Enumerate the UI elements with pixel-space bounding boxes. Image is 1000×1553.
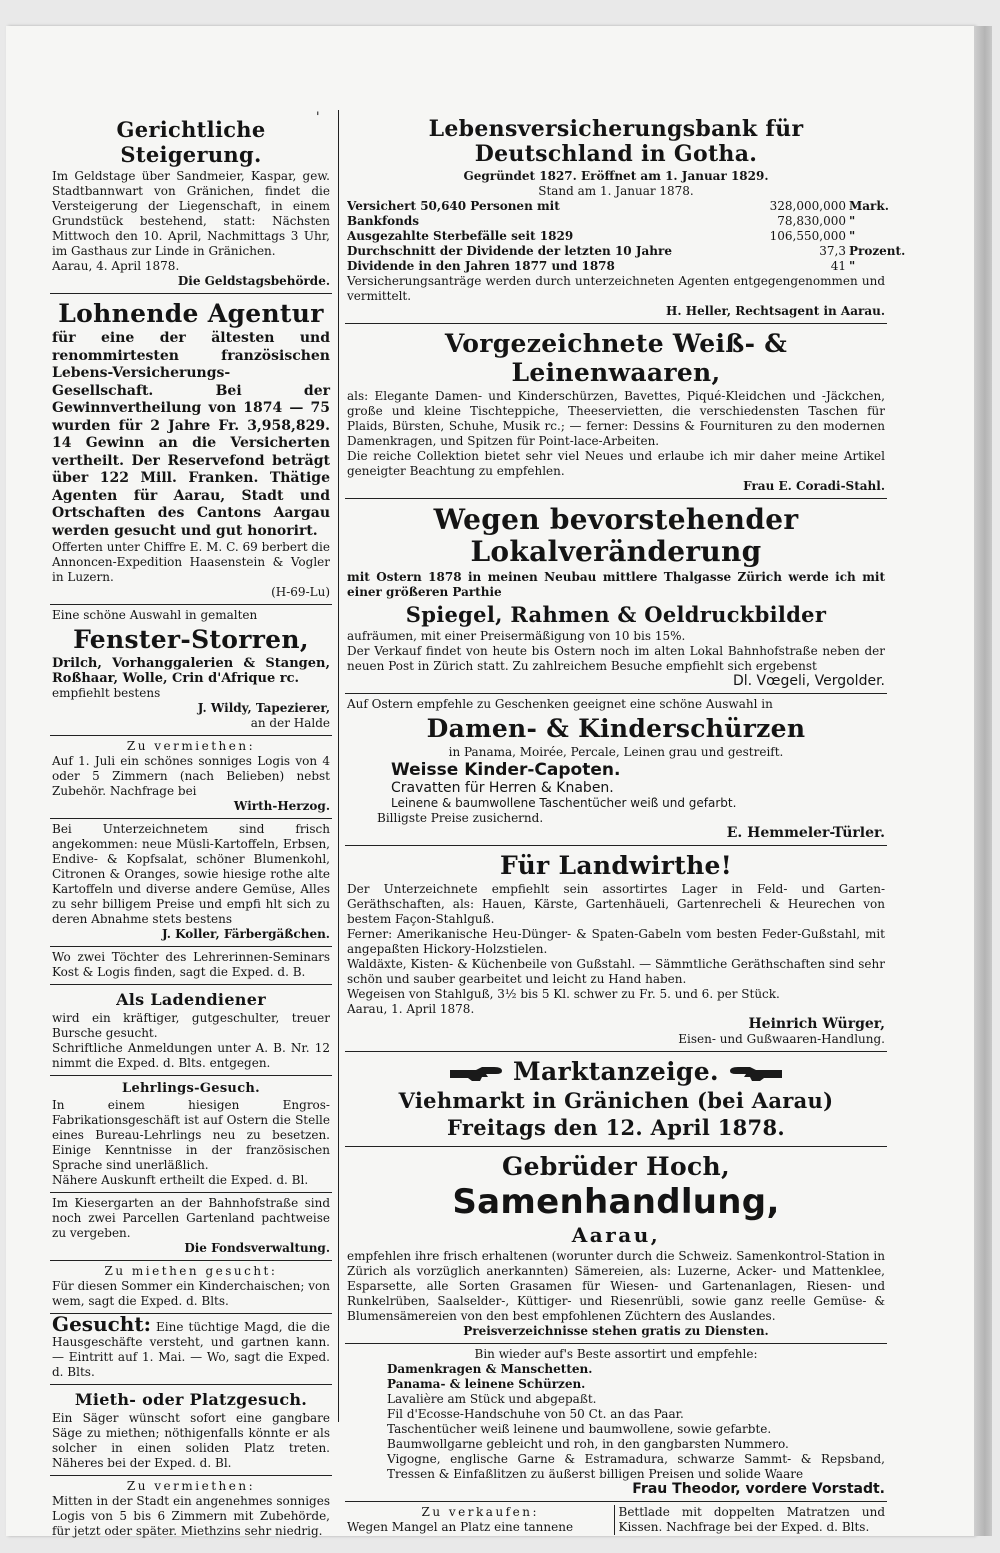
left-column [50,112,332,1543]
ad-chaise [50,1261,332,1314]
right-column [345,112,906,1539]
ad-gesucht [50,1314,332,1385]
ad-prices: Billigste Preise zusichernd. [377,811,544,825]
ad-body: Auf 1. Juli ein schönes sonniges Logis von 4 oder 5 Zimmern (nach Belieben) nebst Zubehör. Nachfrage bei [52,754,330,798]
gotha-table [347,199,906,274]
gotha-row-value: 106,550,000 [769,229,846,243]
ad-signature: H. Heller, Rechtsagent in Aarau. [666,304,885,318]
ad-theodor [345,1344,887,1502]
verkaufen-split [347,1505,885,1535]
column-divider [338,110,339,1422]
gotha-row [347,229,885,244]
ad-place: an der Halde [250,716,330,730]
ad-signature: Frau E. Coradi-Stahl. [743,479,885,493]
ad-logis-2 [50,1476,332,1543]
ad-body: Mitten in der Stadt ein angenehmes sonniges Logis von 5 bis 6 Zimmern mit Zubehörde, für jetzt oder später. Miethzins sehr niedrig. [52,1494,330,1538]
pointing-hand-right-icon [448,1065,504,1083]
ad-title: Als Ladendiener [116,990,266,1009]
ad-title: Vorgezeichnete Weiß- & Leinenwaaren, [444,329,788,387]
item-3: Lavalière am Stück und abgepaßt. [387,1392,597,1406]
ad-stand: Stand am 1. Januar 1878. [538,184,694,198]
page-spine [974,26,992,1536]
ad-body-2: aufräumen, mit einer Preisermäßigung von 10 bis 15%. [347,629,686,643]
ad-founded: Gegründet 1827. Eröffnet am 1. Januar 1829. [463,169,769,183]
gotha-row [347,199,889,214]
gotha-row-label: Durchschnitt der Dividende der letzten 10 Jahre [347,244,672,258]
ad-gotha [345,112,906,324]
column-mark: ' [316,110,320,125]
gotha-row-value: 41 [830,259,846,273]
gotha-row-label: Bankfonds [347,214,419,228]
item-7: Vigogne, englische Garne & Estramadura, schwarze Sammt- & Repsband, Tressen & Einfaßlitzen zu äußerst billigen Preisen und solide Waare [387,1452,885,1481]
gotha-row-label: Dividende in den Jahren 1877 und 1878 [347,259,615,273]
ad-title-row [347,1057,885,1086]
pointing-hand-left-icon [728,1065,784,1083]
ad-title: Lohnende Agentur [58,299,324,328]
ad-date: Aarau, 4. April 1878. [52,259,180,273]
ad-title: Lebensversicherungsbank für Deutschland in Gotha. [428,116,804,167]
ad-body: Ein Säger wünscht sofort eine gangbare Säge zu miethen; nöthigenfalls könnte er als solcher in einen soliden Platz treten. Näheres bei der Exped. d. Bl. [52,1411,330,1470]
gotha-row-value: 37,3 [819,244,846,258]
ad-name: Gebrüder Hoch, [502,1152,730,1181]
gotha-row [347,244,906,259]
ad-note: Versicherungsanträge werden durch unterzeichneten Agenten entgegengenommen und vermittelt. [347,274,885,303]
ad-cravatten: Cravatten für Herren & Knaben. [391,780,614,796]
ad-body: wird ein kräftiger, gutgeschulter, treuer Bursche gesucht. [52,1011,330,1040]
ad-title: Gesucht: [52,1312,151,1336]
ad-signature: Heinrich Würger, [748,1016,885,1032]
ad-items: Spiegel, Rahmen & Oeldruckbilder [405,602,827,627]
ad-hoch [345,1147,887,1344]
gotha-row-unit: " [849,259,856,273]
ad-city: Aarau, [571,1223,661,1247]
ad-signature: J. Wildy, Tapezierer, [197,701,330,715]
item-1: Damenkragen & Manschetten. [387,1362,593,1376]
ad-body: Im Kiesergarten an der Bahnhofstraße sind noch zwei Parcellen Gartenland pachtweise zu vergeben. [52,1196,330,1240]
ad-body: Wegen Mangel an Platz eine tannene [347,1520,574,1534]
ad-signature: E. Hemmeler-Türler. [726,825,885,841]
ad-body-3: Waldäxte, Kisten- & Küchenbeile von Gußstahl. — Sämmtliche Geräthschaften sind sehr schön und sauber gearbeitet und leicht zu Hand haben. [347,957,885,986]
ad-intro: Eine schöne Auswahl in gemalten [52,608,258,622]
ad-date: Aarau, 1. April 1878. [347,1002,475,1016]
ad-title: Lehrlings-Gesuch. [122,1081,260,1096]
ad-capoten: Weisse Kinder-Capoten. [391,760,621,780]
ad-body: mit Ostern 1878 in meinen Neubau mittlere Thalgasse Zürich werde ich mit einer größeren Parthie [347,570,885,599]
ad-signature: Wirth-Herzog. [233,799,330,813]
ad-body: In einem hiesigen Engros-Fabrikationsgeschäft ist auf Ostern die Stelle eines Bureau-Lehrlings neu zu besetzen. Einige Kenntnisse in der französischen Sprache sind unerläßlich. [52,1098,330,1172]
ad-body-2: Bettlade mit doppelten Matratzen und Kissen. Nachfrage bei der Exped. d. Blts. [618,1505,885,1534]
ad-weiss [345,324,887,499]
ad-body: Der Unterzeichnete empfiehlt sein assortirtes Lager in Feld- und Garten-Geräthschaften, als: Hauen, Kärste, Gartenhäueli, Gartenrecheli & Heurechen von bestem Façon-Stahlguß. [347,882,885,926]
ad-title: Mieth- oder Platzgesuch. [74,1390,308,1409]
ad-head: Zu vermiethen: [126,1479,256,1493]
ad-head: Zu miethen gesucht: [104,1264,278,1278]
gotha-row-value: 328,000,000 [769,199,846,213]
ad-title: Samenhandlung, [452,1182,780,1222]
ad-intro: Auf Ostern empfehle zu Geschenken geeignet eine schöne Auswahl in [347,697,773,711]
ad-title: Damen- & Kinderschürzen [426,714,806,743]
ad-body-2: Die reiche Collektion bietet sehr viel Neues und erlaube ich mir daher meine Artikel geneigter Beachtung zu empfehlen. [347,449,885,478]
gotha-row-value: 78,830,000 [777,214,846,228]
gotha-row [347,259,885,274]
gotha-row [347,214,885,229]
verkaufen-left [347,1505,614,1535]
ad-signature-2: Eisen- und Gußwaaren-Handlung. [678,1032,885,1046]
item-5: Taschentücher weiß leinene und baumwollene, sowie gefarbte. [387,1422,772,1436]
gotha-row-unit: Prozent. [849,244,906,258]
verkaufen-right [614,1505,886,1535]
ad-signature: Die Geldstagsbehörde. [177,274,330,288]
ad-body-3: Der Verkauf findet von heute bis Ostern noch im alten Lokal Bahnhofstraße neben der neuen Post in Zürich statt. Zu zahlreichem Besuche empfiehlt sich ergebenst [347,644,885,673]
ad-prices: Preisverzeichnisse stehen gratis zu Diensten. [463,1324,769,1338]
ad-kartoffeln [50,819,332,947]
gotha-row-unit: " [849,229,856,243]
ad-recommend: empfiehlt bestens [52,686,161,700]
ad-body: Gesucht: Eine tüchtige Magd, die die Hausgeschäfte versteht, und gartnen kann. — Eintritt auf 1. Mai. — Wo, sagt die Exped. d. Blts. [52,1312,330,1379]
ad-body-4: Wegeisen von Stahlguß, 3½ bis 5 Kl. schwer zu Fr. 5. und 6. per Stück. [347,987,780,1001]
ad-items: Drilch, Vorhanggalerien & Stangen, Roßhaar, Wolle, Crin d'Afrique rc. [52,656,330,686]
ad-steigerung [50,112,332,294]
ad-body: für eine der ältesten und renommirtesten französischen Lebens-Versicherungs-Gesellschaft. Bei der Gewinnvertheilung von 1874 — 75 wurden für 2 Jahre Fr. 3,958,829. 14 Gewinn an die Versicherten vertheilt. Der Reservefond beträgt über 122 Mill. Franken. Thätige Agenten für Aarau, Stadt und Ortschaften des Cantons Aargau werden gesucht und gut honorirt. [52,330,330,539]
ad-title: Für Landwirthe! [499,851,733,880]
ad-body: Für diesen Sommer ein Kinderchaischen; von wem, sagt die Exped. d. Blts. [52,1279,330,1308]
ad-title: Gerichtliche Steigerung. [116,117,266,167]
ad-body-2: Ferner: Amerikanische Heu-Dünger- & Spaten-Gabeln vom besten Feder-Gußstahl, mit angepaßten Hickory-Holzstielen. [347,927,885,956]
ad-offer: Offerten unter Chiffre E. M. C. 69 berbert die Annoncen-Expedition Haasenstein & Vogler in Luzern. [52,540,330,584]
ad-lehrling [50,1076,332,1193]
ad-lokal [345,499,887,694]
ad-agentur [50,294,332,605]
ad-kost [50,947,332,985]
ad-body: als: Elegante Damen- und Kinderschürzen, Bavettes, Piqué-Kleidchen und -Jäckchen, große und kleine Tischteppiche, Theeservietten, die verschiedensten Taschen für Plaids, Bürsten, Schuhe, Musik rc.; — ferner: Dessins & Fournituren zu den modernen Damenkragen, und Spitzen für Point-lace-Arbeiten. [347,389,885,448]
ad-title: Fenster-Storren, [73,625,309,654]
gotha-row-label: Ausgezahlte Sterbefälle seit 1829 [347,229,574,243]
ad-head: Zu vermiethen: [126,739,256,753]
gotha-row-unit: " [849,214,856,228]
ad-body: Wo zwei Töchter des Lehrerinnen-Seminars Kost & Logis finden, sagt die Exped. d. B. [52,950,330,979]
ad-garten [50,1193,332,1261]
ad-body: Bei Unterzeichnetem sind frisch angekommen: neue Müsli-Kartoffeln, Erbsen, Endive- & Kopfsalat, schöner Blumenkohl, Citronen & Oranges, sowie hiesige rothe alte Kartoffeln und diverse andere Gemüse, Alles zu sehr billigem Preise und empfi hlt sich zu deren Abnahme stets bestens [52,822,330,926]
ad-signature: Frau Theodor, vordere Vorstadt. [632,1481,885,1497]
ad-intro: Bin wieder auf's Beste assortirt und empfehle: [474,1347,758,1361]
ad-body-2: Schriftliche Anmeldungen unter A. B. Nr. 12 nimmt die Exped. d. Blts. entgegen. [52,1041,330,1070]
gotha-row-label: Versichert 50,640 Personen mit [347,199,560,213]
ad-ladendiener [50,985,332,1076]
ad-tuecher: Leinene & baumwollene Taschentücher weiß und gefarbt. [391,796,737,810]
ad-markt [345,1052,887,1147]
ad-storren [50,605,332,736]
ad-line-2: Freitags den 12. April 1878. [446,1115,785,1140]
ad-signature: Die Fondsverwaltung. [184,1241,330,1255]
item-2: Panama- & leinene Schürzen. [387,1377,586,1391]
ad-body: Im Geldstage über Sandmeier, Kaspar, gew. Stadtbannwart von Gränichen, findet die Versteigerung der Liegenschaft, in einem Grundstück bestehend, statt: Nächsten Mittwoch den 10. April, Nachmittags 3 Uhr, im Gasthaus zur Linde in Gränichen. [52,169,330,258]
ad-title: Marktanzeige. [513,1057,719,1086]
ad-fabrics: in Panama, Moirée, Percale, Leinen grau und gestreift. [448,745,784,759]
item-6: Baumwollgarne gebleicht und roh, in den gangbarsten Nummero. [387,1437,789,1451]
ad-verkaufen [345,1502,887,1539]
ad-signature: J. Koller, Färbergäßchen. [162,927,330,941]
item-4: Fil d'Ecosse-Handschuhe von 50 Ct. an das Paar. [387,1407,684,1421]
ad-logis [50,736,332,819]
ad-title: Wegen bevorstehender Lokalveränderung [433,503,799,568]
ad-head: Zu verkaufen: [421,1505,539,1519]
ad-code: (H-69-Lu) [271,585,330,599]
gotha-row-unit: Mark. [849,199,889,213]
ad-body: empfehlen ihre frisch erhaltenen (worunter durch die Schweiz. Samenkontrol-Station in Zürich als vorzüglich anerkannten) Sämereien, als: Luzerne, Acker- und Mattenklee, Esparsette, alle Sorten Grasamen für Wiesen- und Gartenanlagen, Riesen- und Runkelrüben, Saalselder-, Küttiger- und Riesenrübli, sowie ganz reelle Gemüse- & Blumensämereien von den best empfohlenen Züchtern des Auslandes. [347,1249,885,1323]
ad-schuerzen [345,694,887,846]
ad-line-1: Viehmarkt in Gränichen (bei Aarau) [398,1088,834,1113]
ad-platz [50,1385,332,1476]
ad-body-2: Nähere Auskunft ertheilt die Exped. d. Bl. [52,1173,309,1187]
ad-landwirthe [345,846,887,1052]
ad-signature: Dl. Vœgeli, Vergolder. [732,673,885,689]
